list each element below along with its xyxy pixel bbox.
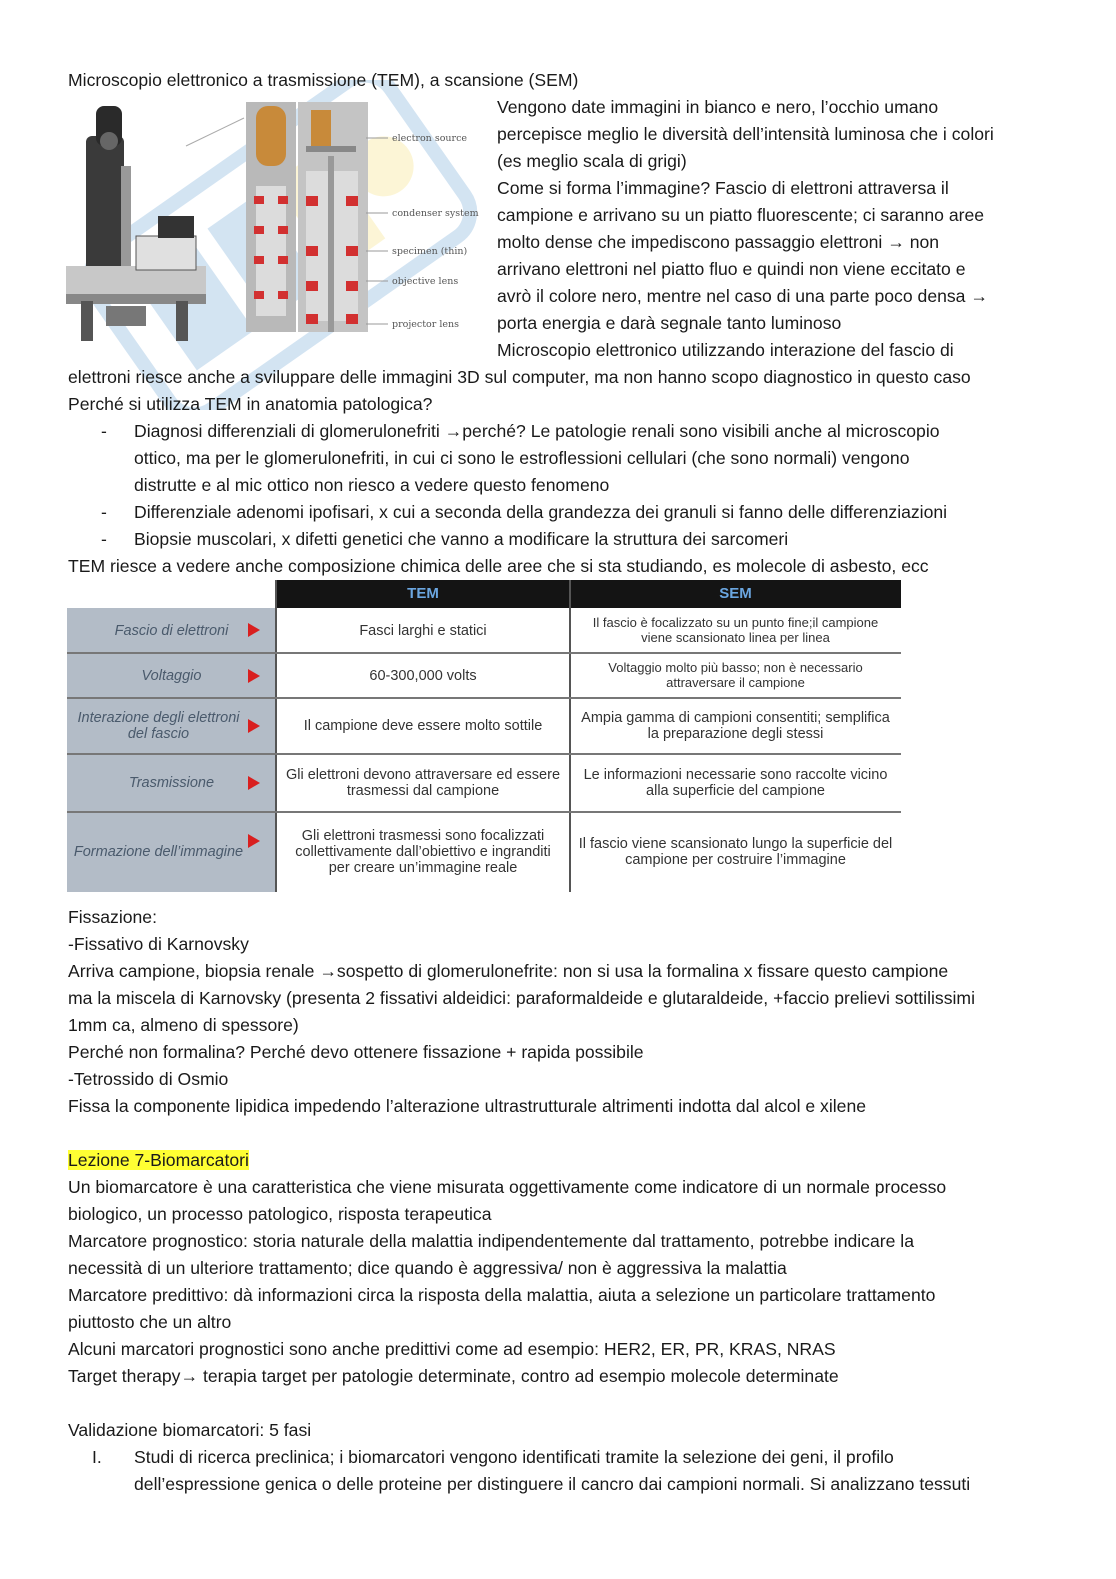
- row-label: Trasmissione: [67, 754, 276, 812]
- list-item: Biopsie muscolari, x difetti genetici che vanno a modificare la struttura dei sarcomeri: [134, 529, 789, 549]
- table-cell-sem: Il fascio viene scansionato lungo la superficie del campione per costruire l’immagine: [570, 812, 901, 892]
- text-line: campione e arrivano su un piatto fluorescente; ci saranno aree: [497, 205, 985, 225]
- text-line: Come si forma l’immagine? Fascio di elettroni attraversa il: [497, 178, 949, 198]
- table-cell-sem: Voltaggio molto più basso; non è necessario attraversare il campione: [570, 653, 901, 698]
- row-label: Formazione dell’immagine: [67, 812, 276, 892]
- label-objective-lens: objective lens: [392, 276, 459, 287]
- grid-line: [67, 652, 901, 654]
- label-projector-lens: projector lens: [392, 319, 459, 330]
- label-specimen: specimen (thin): [392, 246, 468, 257]
- text-line: arrivano elettroni nel piatto fluo e quindi non viene eccitato e: [497, 259, 966, 279]
- text-line: Alcuni marcatori prognostici sono anche predittivi come ad esempio: HER2, ER, PR, KRAS, NRAS: [68, 1339, 836, 1359]
- table-cell-sem: Il fascio è focalizzato su un punto fine;il campione viene scansionato linea per linea: [570, 608, 901, 653]
- text-line: molto dense che impediscono passaggio elettroni → non: [497, 232, 940, 252]
- red-arrow-icon: [248, 719, 260, 733]
- table-cell-tem: Il campione deve essere molto sottile: [276, 698, 570, 754]
- text-line: Fissazione:: [68, 907, 157, 927]
- tem-sem-comparison-table: [67, 580, 901, 892]
- table-cell-tem: Gli elettroni devono attraversare ed essere trasmessi dal campione: [276, 754, 570, 812]
- text-line: necessità di un ulteriore trattamento; dice quando è aggressiva/ non è aggressiva la malattia: [68, 1258, 787, 1278]
- table-cell-tem: Gli elettroni trasmessi sono focalizzati collettivamente dall’obiettivo e ingranditi per creare un’immagine reale: [276, 812, 570, 892]
- list-item: Differenziale adenomi ipofisari, x cui a seconda della grandezza dei granuli si fanno delle differenziazioni: [134, 502, 948, 522]
- text-line: -Tetrossido di Osmio: [68, 1069, 229, 1089]
- grid-line: [67, 811, 901, 813]
- table-cell-tem: Fasci larghi e statici: [276, 608, 570, 653]
- red-arrow-icon: [248, 669, 260, 683]
- text-line: 1mm ca, almeno di spessore): [68, 1015, 299, 1035]
- row-label: Voltaggio: [67, 653, 276, 698]
- table-header-sem: SEM: [570, 580, 901, 608]
- text-line: Arriva campione, biopsia renale →sospetto di glomerulonefrite: non si usa la formalina x fissare questo campione: [68, 961, 949, 981]
- row-label: Fascio di elettroni: [67, 608, 276, 653]
- list-item-cont: distrutte e al mic ottico non riesco a vedere questo fenomeno: [134, 475, 610, 495]
- grid-line: [275, 580, 277, 892]
- table-header-tem: TEM: [276, 580, 570, 608]
- list-item: Diagnosi differenziali di glomerulonefriti →perché? Le patologie renali sono visibili anche al microscopio: [134, 421, 940, 441]
- text-line: biologico, un processo patologico, risposta terapeutica: [68, 1204, 492, 1224]
- grid-line: [67, 753, 901, 755]
- red-arrow-icon: [248, 834, 260, 848]
- text-line: porta energia e darà segnale tanto luminoso: [497, 313, 842, 333]
- text-line: ma la miscela di Karnovsky (presenta 2 fissativi aldeidici: paraformaldeide e glutaraldeide, +faccio prelievi sottilissimi: [68, 988, 975, 1008]
- text-line: Fissa la componente lipidica impedendo l’alterazione ultrastrutturale altrimenti indotta dal alcol e xilene: [68, 1096, 867, 1116]
- row-label: Interazione degli elettroni del fascio: [67, 698, 276, 754]
- text-line: avrò il colore nero, mentre nel caso di una parte poco densa →: [497, 286, 988, 306]
- bullet-dash: -: [101, 502, 107, 522]
- grid-line: [67, 697, 901, 699]
- section-heading: [68, 1147, 249, 1174]
- text-line: Vengono date immagini in bianco e nero, l’occhio umano: [497, 97, 939, 117]
- text-line: Microscopio elettronico utilizzando interazione del fascio di: [497, 340, 954, 360]
- grid-line: [569, 580, 571, 892]
- text-line: -Fissativo di Karnovsky: [68, 934, 249, 954]
- list-item: Studi di ricerca preclinica; i biomarcatori vengono identificati tramite la selezione dei geni, il profilo: [134, 1447, 894, 1467]
- microscope-machine-icon: [66, 106, 206, 341]
- text-line: Marcatore predittivo: dà informazioni circa la risposta della malattia, aiuta a selezione un particolare trattamento: [68, 1285, 936, 1305]
- table-cell-sem: Ampia gamma di campioni consentiti; semplifica la preparazione degli stessi: [570, 698, 901, 754]
- text-line: TEM riesce a vedere anche composizione chimica delle aree che si sta studiando, es molecole di asbesto, ecc: [68, 556, 929, 576]
- text-line: piuttosto che un altro: [68, 1312, 232, 1332]
- text-line: Marcatore prognostico: storia naturale della malattia indipendentemente dal trattamento, potrebbe indicare la: [68, 1231, 914, 1251]
- microscope-column-diagram-icon: [246, 102, 368, 332]
- text-line: Perché si utilizza TEM in anatomia patologica?: [68, 394, 433, 414]
- text-line: Perché non formalina? Perché devo ottenere fissazione + rapida possibile: [68, 1042, 644, 1062]
- table-cell-tem: 60-300,000 volts: [276, 653, 570, 698]
- title-line: Microscopio elettronico a trasmissione (TEM), a scansione (SEM): [68, 70, 579, 90]
- bullet-dash: -: [101, 421, 107, 441]
- roman-numeral: I.: [92, 1447, 102, 1467]
- text-line: (es meglio scala di grigi): [497, 151, 687, 171]
- bullet-dash: -: [101, 529, 107, 549]
- list-item-cont: ottico, ma per le glomerulonefriti, in cui ci sono le estroflessioni cellulari (che sono normali) vengono: [134, 448, 910, 468]
- table-cell-sem: Le informazioni necessarie sono raccolte vicino alla superficie del campione: [570, 754, 901, 812]
- tem-microscope-figure: [66, 96, 486, 358]
- red-arrow-icon: [248, 623, 260, 637]
- list-item-cont: dell’espressione genica o delle proteine per distinguere il cancro dai campioni normali. Si analizzano tessuti: [134, 1474, 971, 1494]
- red-arrow-icon: [248, 776, 260, 790]
- text-line: Target therapy→ terapia target per patologie determinate, contro ad esempio molecole determinate: [68, 1366, 839, 1386]
- label-electron-source: electron source: [392, 133, 468, 144]
- highlighted-heading: Lezione 7-Biomarcatori: [68, 1150, 249, 1170]
- text-line: Validazione biomarcatori: 5 fasi: [68, 1420, 312, 1440]
- text-line: Un biomarcatore è una caratteristica che viene misurata oggettivamente come indicatore di un normale processo: [68, 1177, 947, 1197]
- label-condenser-system: condenser system: [392, 208, 479, 219]
- text-line: percepisce meglio le diversità dell’intensità luminosa che i colori: [497, 124, 994, 144]
- text-line: elettroni riesce anche a sviluppare delle immagini 3D sul computer, ma non hanno scopo diagnostico in questo caso: [68, 367, 971, 387]
